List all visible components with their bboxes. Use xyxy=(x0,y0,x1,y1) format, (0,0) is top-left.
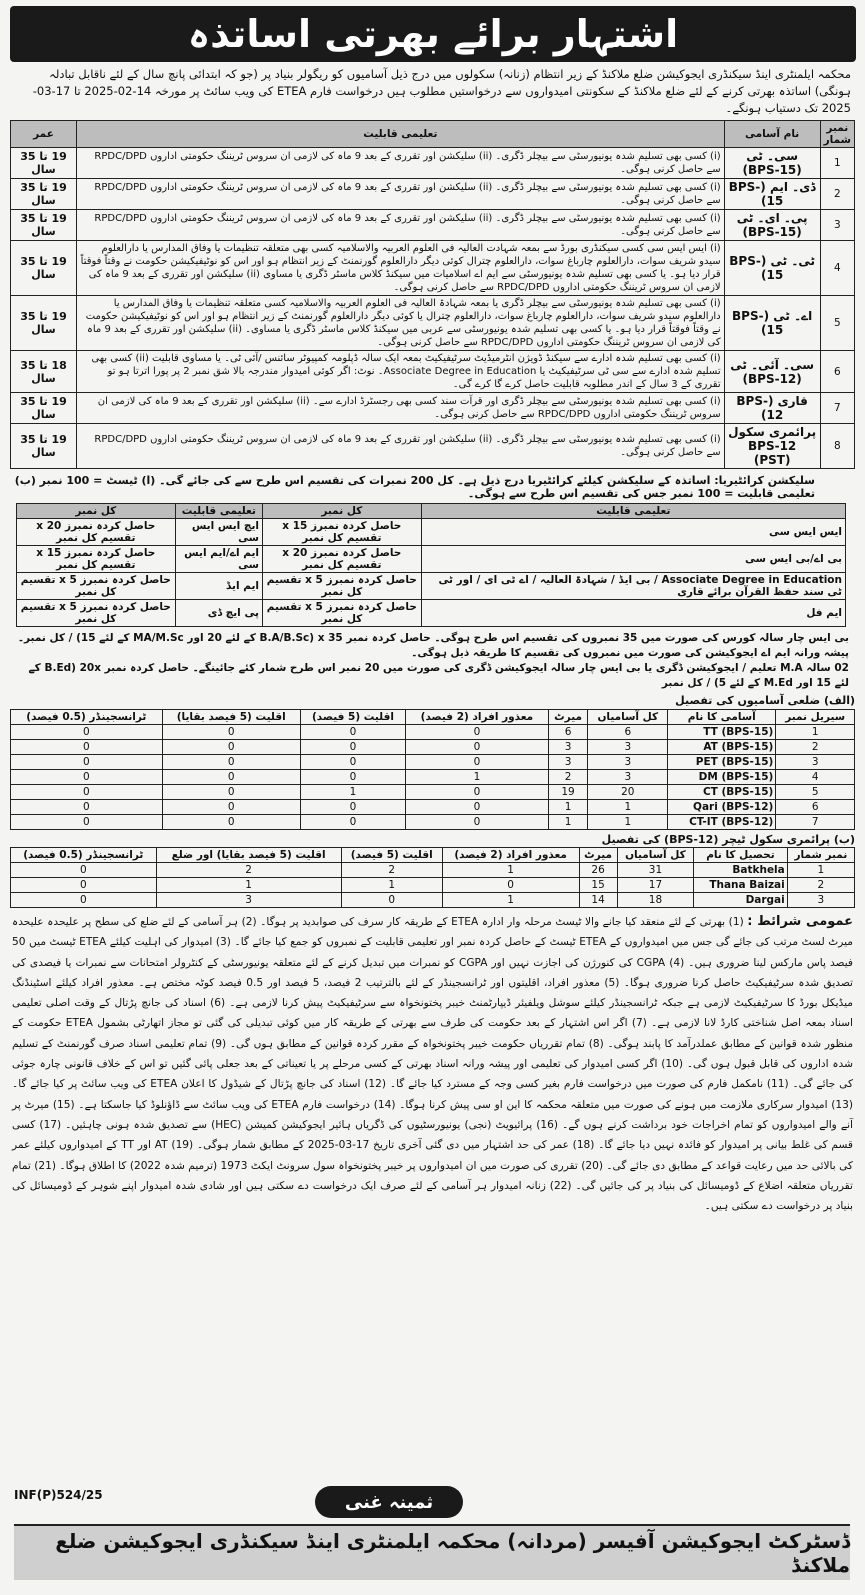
post-name-cell: قاری (BPS-12) xyxy=(724,393,820,424)
table-cell: Thana Baizai xyxy=(694,878,788,893)
criteria-header-row xyxy=(17,504,846,519)
district-posts-table xyxy=(10,709,855,830)
header-post: نام آسامی xyxy=(724,121,820,148)
officer-name-stamp: ثمینہ غنی xyxy=(315,1486,463,1518)
note-line: بی ایس چار سالہ کورس کی صورت میں 35 نمبروں کی تقسیم اس طرح ہوگی۔ حاصل کردہ نمبر x 35 (B.A/B.Sc کے لئے 20 اور MA/M.Sc کے لئے 15) / کل نمبر۔ xyxy=(17,632,849,644)
table-cell: 1 xyxy=(548,815,588,830)
post-name-cell: پرائمری سکول BPS-12 (PST) xyxy=(724,424,820,469)
table-cell: 3 xyxy=(588,740,668,755)
table-cell: 2 xyxy=(776,740,855,755)
qualification-cell: (i) کسی بھی تسلیم شدہ یونیورسٹی سے بیچلر ڈگری۔ (ii) سلیکشن اور تقرری کے بعد 9 ماہ کی لازمی ان سروس ٹریننگ حکومتی اداروں RPDC/DPD سے حاصل کرنی ہوگی۔ xyxy=(77,210,725,241)
table-cell: 0 xyxy=(406,815,548,830)
serial-cell: 5 xyxy=(820,296,854,351)
table-cell: 4 xyxy=(776,770,855,785)
qualification-cell: (i) کسی بھی تسلیم شدہ یونیورسٹی سے بیچلر ڈگری۔ (ii) سلیکشن اور تقرری کے بعد 9 ماہ کی لازمی ان سروس ٹریننگ حکومتی اداروں RPDC/DPD سے حاصل کرنی ہوگی۔ xyxy=(77,179,725,210)
table-row xyxy=(11,424,855,469)
serial-cell: 6 xyxy=(820,351,854,393)
general-conditions xyxy=(10,912,855,1216)
criteria-cell: حاصل کردہ نمبرز x 20 تقسیم کل نمبر xyxy=(263,546,422,573)
table-cell: 0 xyxy=(406,755,548,770)
table-cell: 0 xyxy=(11,893,157,908)
header-age: عمر xyxy=(11,121,77,148)
column-header: ٹرانسجینڈر (0.5 فیصد) xyxy=(11,710,163,725)
table-cell: 19 xyxy=(548,785,588,800)
post-name-cell: پی۔ ای۔ ٹی (BPS-15) xyxy=(724,210,820,241)
column-header: اقلیت (5 فیصد) xyxy=(341,848,442,863)
table-cell: 3 xyxy=(548,755,588,770)
table-cell: 3 xyxy=(548,740,588,755)
criteria-cell: بی اے/بی ایس سی xyxy=(421,546,845,573)
table-cell: 0 xyxy=(406,800,548,815)
table-cell: Dargai xyxy=(694,893,788,908)
note-line: پیشہ ورانہ ایم اے ایجوکیشن کی صورت میں نمبروں کی تقسیم کا طریقہ ذیل ہوگی۔ xyxy=(411,647,849,659)
table-cell: 0 xyxy=(162,800,300,815)
table-row xyxy=(11,863,855,878)
table-row xyxy=(11,755,855,770)
table-cell: CT-IT (BPS-12) xyxy=(668,815,776,830)
criteria-cell: ایچ ایس ایس سی xyxy=(175,519,262,546)
table-cell: 0 xyxy=(300,755,405,770)
qualification-cell: (i) کسی بھی تسلیم شدہ یونیورسٹی سے بیچلر ڈگری یا بمعہ شہادۃ العالیہ فی العلوم العربیہ والاسلامیہ کسی متعلقہ تنظیمات یا وفاق المدارس یا دارالعلوم سیدو شریف سوات، دارالعلوم چارباغ سوات، دارالعلوم چترال یا کوئی دیگر دارالعلوم گورنمنٹ کے زیر انتظام ہو اور اس کو نوٹیفیکیشن حکومت نے وقتاً فوقتاً قرار دیا ہو۔ یا کسی بھی تسلیم شدہ یونیورسٹی سے عربی میں سیکنڈ کلاس ماسٹر ڈگری یا مساوی۔ (ii) سلیکشن اور تقرری کے بعد 9 ماہ کی لازمی ان سروس ٹریننگ حکومتی اداروں RPDC/DPD سے حاصل کرنی ہوگی۔ xyxy=(77,296,725,351)
issuing-office: ڈسٹرکٹ ایجوکیشن آفیسر (مردانہ) محکمہ ایلمنٹری اینڈ سیکنڈری ایجوکیشن ضلع ملاکنڈ xyxy=(14,1524,850,1580)
posts-header-row xyxy=(11,121,855,148)
table-cell: 26 xyxy=(579,863,617,878)
table-cell: 0 xyxy=(11,725,163,740)
table-row xyxy=(11,770,855,785)
criteria-cell: حاصل کردہ نمبرز x 5 تقسیم کل نمبر xyxy=(17,573,176,600)
header-qualification: تعلیمی قابلیت xyxy=(77,121,725,148)
table-cell: TT (BPS-15) xyxy=(668,725,776,740)
table-cell: 15 xyxy=(579,878,617,893)
criteria-cell: حاصل کردہ نمبرز x 20 تقسیم کل نمبر xyxy=(17,519,176,546)
table-cell: 0 xyxy=(162,770,300,785)
table-cell: 0 xyxy=(300,800,405,815)
age-cell: 19 تا 35 سال xyxy=(11,210,77,241)
criteria-cell: حاصل کردہ نمبرز x 15 تقسیم کل نمبر xyxy=(263,519,422,546)
qualification-cell: (i) ایس ایس سی کسی سیکنڈری بورڈ سے بمعہ شہادت العالیہ فی العلوم العربیہ والاسلامیہ کسی بھی متعلقہ تنظیمات یا وفاق المدارس یا دارالعلوم سیدو شریف سوات، دارالعلوم چارباغ سوات، دارالعلوم چترال کوئی دیگر دارالعلوم گورنمنٹ کے زیر انتظام ہو اور اس کو نوٹیفیکیشن حکومت نے وقتاً فوقتاً قرار دیا ہو۔ یا کسی بھی تسلیم شدہ یونیورسٹی سے ایم اے اسلامیات میں سیکنڈ کلاس ماسٹر ڈگری یا مساوی (ii) سلیکشن اور تقرری کے بعد 9 ماہ کی لازمی ان سروس ٹریننگ حکومتی اداروں RPDC/DPD سے حاصل کرنی ہوگی۔ xyxy=(77,241,725,296)
criteria-table xyxy=(16,503,846,627)
column-header: کل آسامیاں xyxy=(588,710,668,725)
table-cell: 5 xyxy=(776,785,855,800)
table-cell: 1 xyxy=(776,725,855,740)
table-cell: 6 xyxy=(776,800,855,815)
table-row xyxy=(11,740,855,755)
criteria-header-marks-2: کل نمبر xyxy=(17,504,176,519)
table-cell: 0 xyxy=(300,725,405,740)
table-cell: 17 xyxy=(617,878,693,893)
table-cell: 0 xyxy=(11,800,163,815)
table-cell: 2 xyxy=(341,863,442,878)
serial-cell: 3 xyxy=(820,210,854,241)
reference-number: INF(P)524/25 xyxy=(14,1488,103,1502)
age-cell: 18 تا 35 سال xyxy=(11,351,77,393)
table-cell: 2 xyxy=(787,878,854,893)
criteria-cell: ایم اے/ایم ایس سی xyxy=(175,546,262,573)
table-cell: 1 xyxy=(588,815,668,830)
column-header: میرٹ xyxy=(579,848,617,863)
serial-cell: 1 xyxy=(820,148,854,179)
serial-cell: 8 xyxy=(820,424,854,469)
table-cell: 0 xyxy=(162,755,300,770)
qualification-cell: (i) کسی بھی تسلیم شدہ یونیورسٹی سے بیچلر ڈگری۔ (ii) سلیکشن اور تقرری کے بعد 9 ماہ کی لازمی ان سروس ٹریننگ حکومتی اداروں RPDC/DPD سے حاصل کرنی ہوگی۔ xyxy=(77,148,725,179)
age-cell: 19 تا 35 سال xyxy=(11,393,77,424)
qualification-cell: (i) کسی بھی تسلیم شدہ یونیورسٹی سے بیچلر ڈگری اور قرآت سند کسی بھی رجسٹرڈ ادارے سے۔ (ii) سلیکشن اور تقرری کے بعد 9 ماہ کی لازمی ان سروس ٹریننگ حکومتی اداروں RPDC/DPD سے حاصل کرنی ہوگی۔ xyxy=(77,393,725,424)
column-header: نمبر شمار xyxy=(787,848,854,863)
table-cell: 31 xyxy=(617,863,693,878)
table-row xyxy=(11,893,855,908)
qualification-cell: (i) کسی بھی تسلیم شدہ یونیورسٹی سے بیچلر ڈگری۔ (ii) سلیکشن اور تقرری کے بعد 9 ماہ کی لازمی ان سروس ٹریننگ حکومتی اداروں RPDC/DPD سے حاصل کرنی ہوگی۔ xyxy=(77,424,725,469)
table-cell: 0 xyxy=(162,785,300,800)
table-cell: 0 xyxy=(11,755,163,770)
column-header: اقلیت (5 فیصد بقایا) اور ضلع xyxy=(156,848,341,863)
table-cell: CT (BPS-15) xyxy=(668,785,776,800)
header-serial: نمبر شمار xyxy=(820,121,854,148)
table-row xyxy=(11,210,855,241)
signature-area xyxy=(10,1476,855,1520)
table-row xyxy=(11,878,855,893)
table-row xyxy=(17,546,846,573)
age-cell: 19 تا 35 سال xyxy=(11,148,77,179)
column-header: معذور افراد (2 فیصد) xyxy=(442,848,579,863)
table-cell: 20 xyxy=(588,785,668,800)
table-row xyxy=(11,241,855,296)
criteria-header-qual-2: تعلیمی قابلیت xyxy=(175,504,262,519)
note-line: 02 سالہ M.A تعلیم / ایجوکیشن ڈگری یا بی ایس چار سالہ ایجوکیشن ڈگری کی صورت میں 20 نمبر اس طرح شمار کئے جائینگے۔ حاصل کردہ نمبر 20x (B.Ed کے لئے 15 اور M.Ed کے لئے 5) / کل نمبر xyxy=(28,662,849,689)
criteria-cell: ایم ایڈ xyxy=(175,573,262,600)
table-cell: 3 xyxy=(588,770,668,785)
pst-posts-table xyxy=(10,847,855,908)
table-cell: 3 xyxy=(776,755,855,770)
table-cell: 0 xyxy=(11,785,163,800)
table-cell: PET (BPS-15) xyxy=(668,755,776,770)
table-cell: 0 xyxy=(162,815,300,830)
district-posts-title: (الف) ضلعی آسامیوں کی تفصیل xyxy=(675,694,855,707)
table-cell: DM (BPS-15) xyxy=(668,770,776,785)
table-cell: 1 xyxy=(300,785,405,800)
table-cell: Batkhela xyxy=(694,863,788,878)
table-cell: 3 xyxy=(787,893,854,908)
serial-cell: 2 xyxy=(820,179,854,210)
table-cell: 1 xyxy=(442,893,579,908)
post-name-cell: ٹی۔ ٹی (BPS-15) xyxy=(724,241,820,296)
table-cell: 14 xyxy=(579,893,617,908)
table-row xyxy=(11,393,855,424)
table-cell: 0 xyxy=(11,815,163,830)
table-cell: 0 xyxy=(162,740,300,755)
table-cell: 0 xyxy=(162,725,300,740)
advertisement-title: اشتہار برائے بھرتی اساتذہ xyxy=(10,6,856,62)
age-cell: 19 تا 35 سال xyxy=(11,179,77,210)
criteria-cell: حاصل کردہ نمبرز x 5 تقسیم کل نمبر xyxy=(263,573,422,600)
table-row xyxy=(11,148,855,179)
criteria-cell: حاصل کردہ نمبرز x 5 تقسیم کل نمبر xyxy=(263,600,422,627)
column-header: کل آسامیاں xyxy=(617,848,693,863)
table-cell: 0 xyxy=(300,815,405,830)
table-cell: 0 xyxy=(300,770,405,785)
column-header: آسامی کا نام xyxy=(668,710,776,725)
table-cell: 18 xyxy=(617,893,693,908)
district-header-row xyxy=(11,710,855,725)
table-row xyxy=(17,519,846,546)
general-conditions-heading: عمومی شرائط : xyxy=(747,914,854,929)
table-cell: 6 xyxy=(588,725,668,740)
intro-paragraph: محکمہ ایلمنٹری اینڈ سیکنڈری ایجوکیشن ضلع ملاکنڈ کے زیر انتظام (زنانہ) سکولوں میں درج ذیل آسامیوں کو ریگولر بنیاد پر (جو کہ ابتدائی پانچ سال کے لئے ناقابل تبادلہ ہونگی) اساتذہ بھرتی کرنے کے لئے ضلع ملاکنڈ کے سکونتی امیدواروں سے درخواستیں مطلوب ہیں درخواست فارم ETEA کی ویب سائٹ پر مورخہ 14-02-2025 تا 17-03-2025 تک دستیاب ہونگے۔ xyxy=(32,67,851,115)
table-cell: 1 xyxy=(156,878,341,893)
table-cell: 1 xyxy=(548,800,588,815)
column-header: سیریل نمبر xyxy=(776,710,855,725)
posts-table xyxy=(10,120,855,469)
criteria-cell: حاصل کردہ نمبرز x 5 تقسیم کل نمبر xyxy=(17,600,176,627)
criteria-header-marks-1: کل نمبر xyxy=(263,504,422,519)
criteria-cell: ایم فل xyxy=(421,600,845,627)
table-row xyxy=(17,573,846,600)
table-cell: 2 xyxy=(156,863,341,878)
table-row xyxy=(17,600,846,627)
general-conditions-text: (1) بھرتی کے لئے منعقد کیا جانے والا ٹیسٹ مرحلہ وار ادارہ ETEA کے طریقہ کار سرف کی صوابدید پر ہوگا۔ (2) ہر آسامی کے لئے ضلع کی سطح پر علیحدہ علیحدہ میرٹ لسٹ مرتب کی جائے گی جس میں امیدواروں کے ETEA ٹیسٹ کے حاصل کردہ نمبر اور تعلیمی قابلیت کے نمبروں کو جمع کیا جائے گا۔ (3) امیدوار کی اہلیت کیلئے ETEA ٹیسٹ میں 50 فیصد پاس مارکس لینا ضروری ہیں۔ (4) CGPA کی کنورژن کی اجازت نہیں اور CGPA کو نمبرات میں تبدیل کرنے کے لئے متعلقہ یونیورسٹی کے کنٹرولر امتحانات سے نمبرات یا فیصدی کی تصدیق شدہ سرٹیفیکیٹ حاصل کرنا ضروری ہوگا۔ (5) معذور افراد، اقلیتوں اور ٹرانسجینڈر کے لئے بالترتیب 2 فیصد، 5 فیصد اور 0.5 فیصد کوٹہ مختص ہے۔ معذور افراد کیلئے اسٹینڈنگ میڈیکل بورڈ کا سرٹیفیکیٹ لازمی ہے جبکہ ٹرانسجینڈر کیلئے سوشل ویلفیئر ڈیپارٹمنٹ خیبر پختونخواہ سے سرٹیفیکیٹ پیش کرنا لازمی ہے۔ (6) اسناد کی جانچ پڑتال کے وقت اصلی تعلیمی اسناد بمعہ اصل شناختی کارڈ لانا لازمی ہے۔ (7) اگر اس اشتہار کے بعد حکومت کی طرف سے بھرتی کے طریقہ کار میں کوئی تبدیلی کی گئی تو مجاز اتھارٹی بشمول ETEA حکومت کے منظور شدہ قوانین کے مطابق عملدرآمد کا پابند ہوگی۔ (8) تمام تقرریاں حکومت خیبر پختونخواہ کے مقرر کردہ قوانین کے مطابق ہوں گی۔ (9) تمام تعلیمی اسناد صرف گورنمنٹ کے تسلیم شدہ اداروں کی قابل قبول ہوں گی۔ (10) اگر کسی امیدوار کی تعلیمی اور پیشہ ورانہ اسناد بھرتی کے کسی مرحلے پر یا تعیناتی کے بعد جعلی پائی گئیں تو اس کے خلاف قانونی چارہ جوئی کی جائے گی۔ (11) نامکمل فارم کی صورت میں درخواست فارم بغیر کسی وجہ کے مسترد کیا جائے گا۔ (12) اسناد کی جانچ پڑتال کے شیڈول کا اعلان ETEA کی ویب سائٹ پر کیا جائے گا۔ (13) امیدوار سرکاری ملازمت میں ہونے کی صورت میں متعلقہ محکمہ کا این او سی پیش کرنا ہوگا۔ (14) درخواست فارم ETEA کی ویب سائٹ سے ڈاؤنلوڈ کیا جاسکتا ہے۔ (15) میرٹ پر آنے والے امیدواروں کو تمام اخراجات خود برداشت کرنے ہوں گے۔ (16) پرائیویٹ (نجی) یونیورسٹیوں کی ڈگریاں ہائیر ایجوکیشن کمیشن (HEC) سے تصدیق شدہ ہونی چاہئیں۔ (17) کسی قسم کی غلط بیانی پر امیدوار کو فائدہ نہیں دیا جائے گا۔ (18) عمر کی حد اشتہار میں دی گئی آخری تاریخ 17-03-2025 کے مطابق شمار ہوگی۔ (19) AT اور TT کے امیدواروں کیلئے عمر کی بالائی حد میں رعایت قواعد کے مطابق دی جائے گی۔ (20) تقرری کی صورت میں ان امیدواروں پر خیبر پختونخواہ سول سرونٹ ایکٹ 1973 (ترمیم شدہ 2022) کا اطلاق ہوگا۔ (21) تمام تقرریاں متعلقہ اضلاع کے ڈومیسائل کی بنیاد پر کی جائیں گی۔ (22) زنانہ امیدوار ہر آسامی کے لئے صرف ایک درخواست دے سکتی ہیں اور شادی شدہ امیدوار اپنے شوہر کے ڈومیسائل کی بنیاد پر درخواست دے سکتی ہیں۔ xyxy=(12,916,854,1213)
criteria-cell: پی ایچ ڈی xyxy=(175,600,262,627)
table-row xyxy=(11,725,855,740)
post-name-cell: سی۔ ٹی (BPS-15) xyxy=(724,148,820,179)
qualification-cell: (i) کسی بھی تسلیم شدہ ادارے سے سیکنڈ ڈویژن انٹرمیڈیٹ سرٹیفیکیٹ بمعہ ایک سالہ ڈپلومہ کمپیوٹر سائنس /آئی ٹی۔ یا مساوی قابلیت (ii) کسی بھی تسلیم شدہ ادارے سے سی ٹی سرٹیفیکیٹ یا Associate Degree in Education۔ نوٹ: اگر کوئی امیدوار مندرجہ بالا شق نمبر 2 پر پورا اترتا ہو تو تقرری کے 3 سال کے اندر مطلوبہ قابلیت حاصل کرے گا کرے گی۔ xyxy=(77,351,725,393)
column-header: اقلیت (5 فیصد بقایا) xyxy=(162,710,300,725)
table-cell: 0 xyxy=(300,740,405,755)
criteria-header-qual-1: تعلیمی قابلیت xyxy=(421,504,845,519)
selection-criteria-text: سلیکشن کرائٹیریا: اساتذہ کے سلیکشن کیلئے کرائٹیریا درج ذیل ہے۔ کل 200 نمبرات کی تقسیم اس طرح سے کی جائے گی۔ (ا) ٹیسٹ = 100 نمبر (ب) تعلیمی قابلیت = 100 نمبر جس کی تقسیم اس طرح سے ہوگی۔ xyxy=(14,474,815,500)
table-row xyxy=(11,179,855,210)
table-cell: 0 xyxy=(406,740,548,755)
table-cell: 0 xyxy=(442,878,579,893)
table-cell: 1 xyxy=(442,863,579,878)
table-cell: 3 xyxy=(588,755,668,770)
age-cell: 19 تا 35 سال xyxy=(11,296,77,351)
column-header: تحصیل کا نام xyxy=(694,848,788,863)
table-row xyxy=(11,351,855,393)
table-cell: 0 xyxy=(11,863,157,878)
table-cell: 1 xyxy=(787,863,854,878)
table-row xyxy=(11,815,855,830)
serial-cell: 4 xyxy=(820,241,854,296)
table-cell: 2 xyxy=(548,770,588,785)
table-cell: 7 xyxy=(776,815,855,830)
table-cell: 0 xyxy=(341,893,442,908)
table-cell: 0 xyxy=(11,740,163,755)
table-cell: 0 xyxy=(11,878,157,893)
table-cell: 1 xyxy=(588,800,668,815)
table-cell: AT (BPS-15) xyxy=(668,740,776,755)
table-row xyxy=(11,785,855,800)
table-row xyxy=(11,800,855,815)
criteria-cell: Associate Degree in Education / بی ایڈ / شہادۃ العالیہ / اے ٹی ای / اور ٹی ٹی سند حفظ القرآن برائے قاری xyxy=(421,573,845,600)
table-cell: 6 xyxy=(548,725,588,740)
column-header: میرٹ xyxy=(548,710,588,725)
post-name-cell: سی۔ آئی۔ ٹی (BPS-12) xyxy=(724,351,820,393)
age-cell: 19 تا 35 سال xyxy=(11,241,77,296)
table-cell: 0 xyxy=(11,770,163,785)
table-row xyxy=(11,296,855,351)
age-cell: 19 تا 35 سال xyxy=(11,424,77,469)
post-name-cell: ڈی۔ ایم (BPS-15) xyxy=(724,179,820,210)
column-header: ٹرانسجینڈر (0.5 فیصد) xyxy=(11,848,157,863)
column-header: معذور افراد (2 فیصد) xyxy=(406,710,548,725)
table-cell: 0 xyxy=(406,725,548,740)
post-name-cell: اے۔ ٹی (BPS-15) xyxy=(724,296,820,351)
pst-header-row xyxy=(11,848,855,863)
serial-cell: 7 xyxy=(820,393,854,424)
column-header: اقلیت (5 فیصد) xyxy=(300,710,405,725)
table-cell: 3 xyxy=(156,893,341,908)
table-cell: 1 xyxy=(341,878,442,893)
criteria-cell: حاصل کردہ نمبرز x 15 تقسیم کل نمبر xyxy=(17,546,176,573)
table-cell: 0 xyxy=(406,785,548,800)
table-cell: Qari (BPS-12) xyxy=(668,800,776,815)
marks-notes xyxy=(10,631,855,691)
pst-posts-title: (ب) پرائمری سکول ٹیچر (BPS-12) کی تفصیل xyxy=(601,833,855,846)
criteria-cell: ایس ایس سی xyxy=(421,519,845,546)
table-cell: 1 xyxy=(406,770,548,785)
